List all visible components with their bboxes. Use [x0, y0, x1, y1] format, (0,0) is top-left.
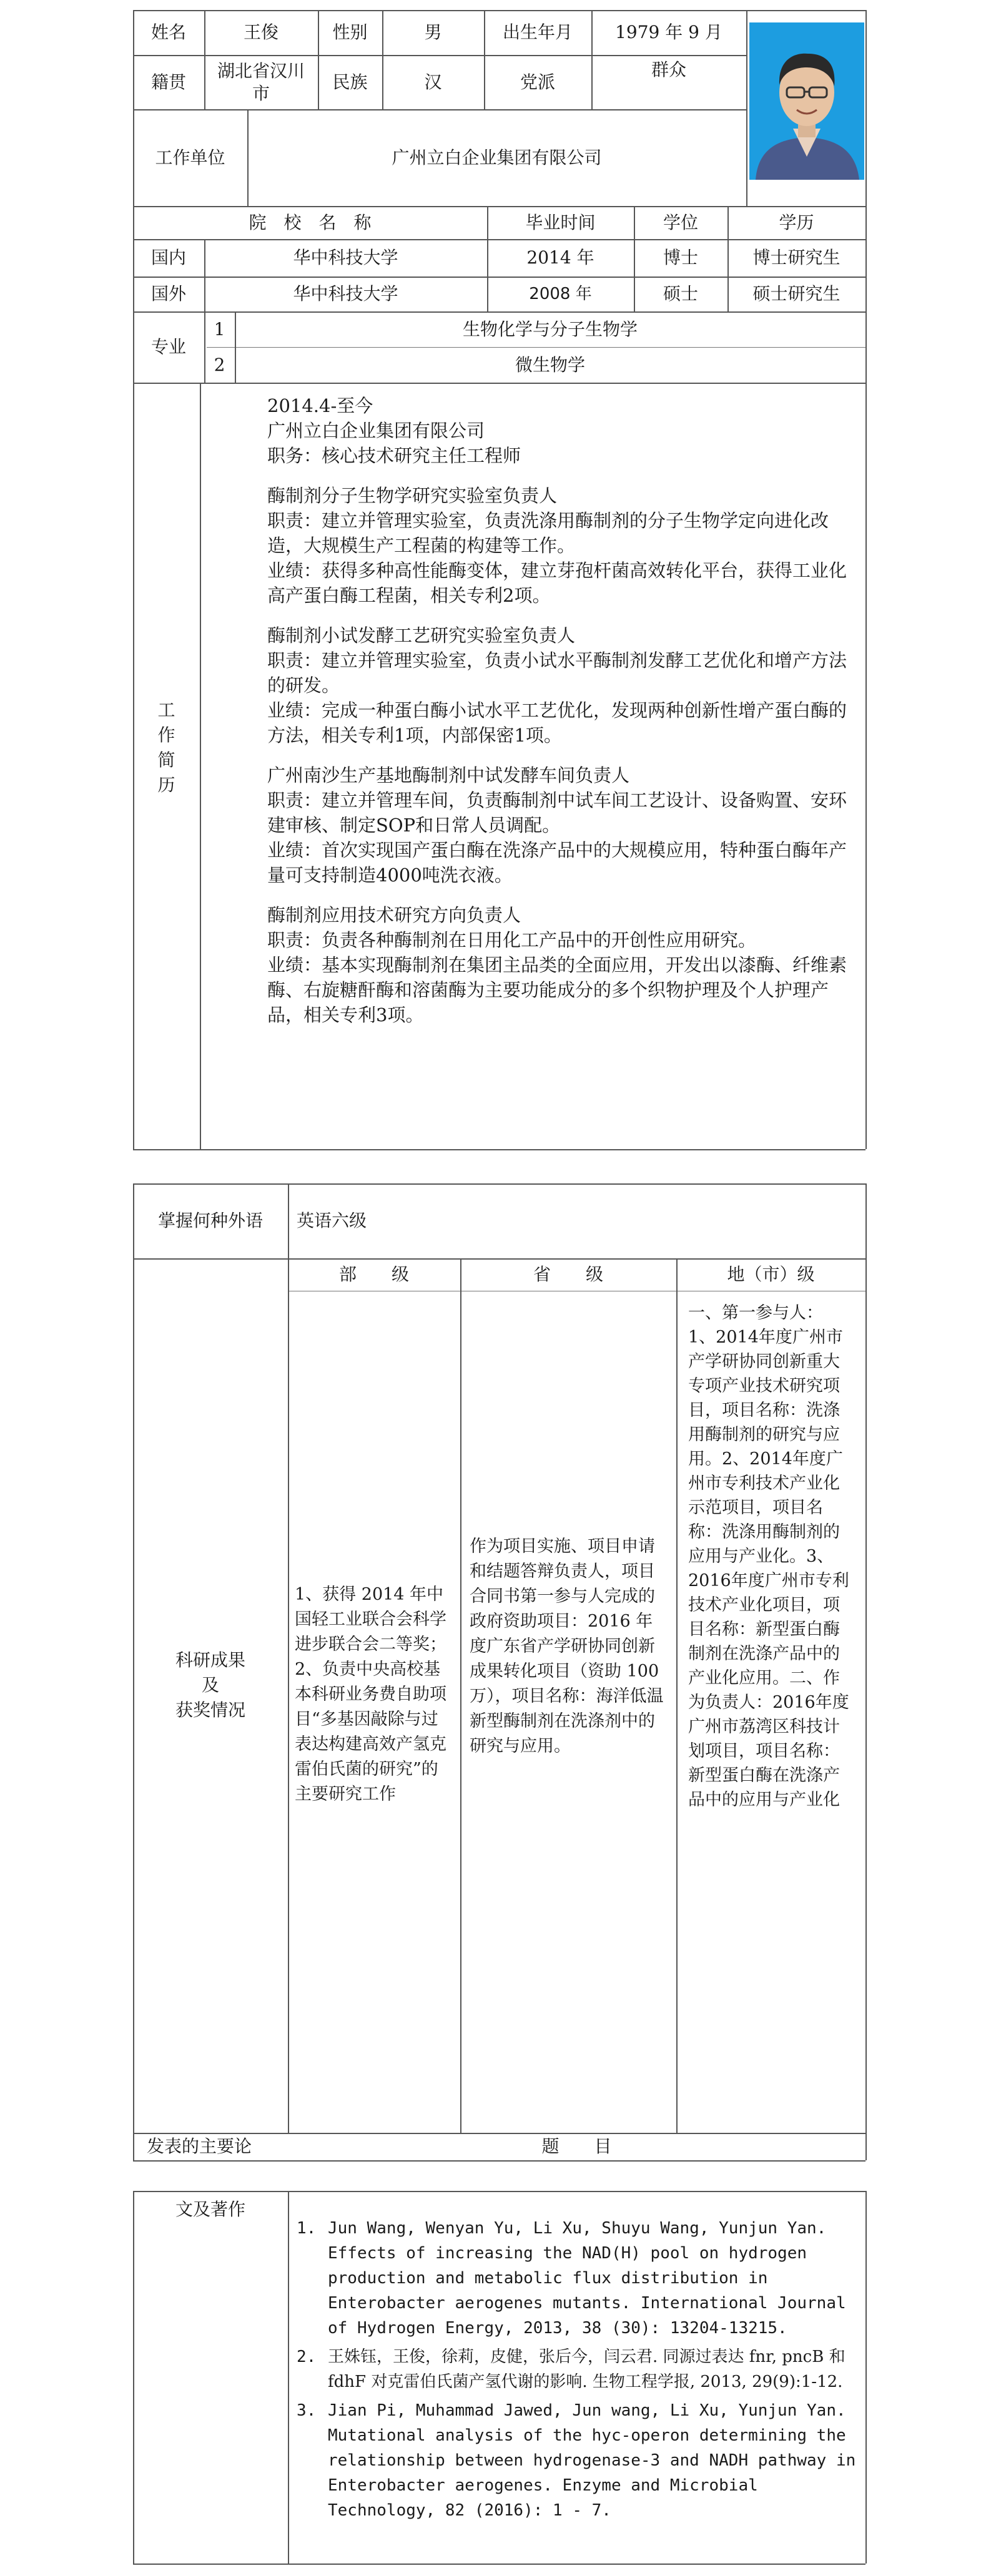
edu-year: 2008 年	[529, 285, 592, 303]
research-label-line: 获奖情况	[175, 1700, 245, 1720]
unit-value: 广州立白企业集团有限公司	[392, 147, 602, 168]
work-section-result: 业绩：完成一种蛋白酶小试水平工艺优化，发现两种创新性增产蛋白酶的方法，相关专利1项，内部保密1项。	[267, 700, 847, 746]
publication-number: 1.	[297, 2219, 317, 2238]
work-section-title: 酶制剂小试发酵工艺研究实验室负责人	[267, 625, 576, 646]
research-header-city: 地（市）级	[727, 1264, 815, 1285]
table-border-right	[865, 10, 867, 1149]
work-company: 广州立白企业集团有限公司	[267, 420, 485, 441]
publication-item	[297, 2398, 862, 2523]
work-section-title: 广州南沙生产基地酶制剂中试发酵车间负责人	[267, 765, 630, 786]
language-label: 掌握何种外语	[157, 1210, 263, 1231]
name-label: 姓名	[150, 22, 186, 42]
col-line	[288, 1183, 289, 2133]
work-section-duty: 职责：建立并管理实验室，负责洗涤用酶制剂的分子生物学定向进化改造，大规模生产工程菌的构建等工作。	[267, 510, 829, 556]
publication-item	[297, 2344, 862, 2394]
person-portrait-icon	[749, 22, 864, 180]
work-history	[267, 393, 864, 1042]
edu-region: 国内	[150, 247, 186, 268]
work-intro	[267, 393, 864, 468]
table-border-bottom	[133, 2160, 865, 2162]
research-ministry: 1、获得 2014 年中国轻工业联合会科学进步联合会二等奖；2、负责中央高校基本科研业务费自助项目“多基因敲除与过表达构建高效产氢克雷伯氏菌的研究”的主要研究工作	[295, 1585, 446, 1804]
name-value: 王俊	[243, 22, 279, 42]
publication-number: 3.	[297, 2401, 317, 2420]
research-header-ministry: 部 级	[338, 1264, 409, 1285]
edu-school: 华中科技大学	[293, 247, 398, 268]
table-border-bottom	[133, 2564, 865, 2565]
major-name: 生物化学与分子生物学	[462, 318, 638, 340]
row-line	[133, 383, 865, 384]
major-num: 1	[214, 318, 225, 340]
research-label	[133, 1648, 288, 1723]
publications-label-part2: 文及著作	[175, 2199, 245, 2220]
gender-label: 性别	[332, 22, 368, 42]
edu-region: 国外	[150, 283, 186, 304]
edu-header-school: 院 校 名 称	[249, 212, 372, 233]
research-province: 作为项目实施、项目申请和结题答辩负责人，项目合同书第一参与人完成的政府资助项目：2016 年度广东省产学研协同创新成果转化项目（资助 100 万），项目名称：海洋低温新型酶制剂在洗涤剂中的研究与应用。	[470, 1537, 664, 1756]
research-label-line: 及	[201, 1675, 219, 1695]
unit-label: 工作单位	[155, 147, 225, 168]
major-name: 微生物学	[515, 354, 585, 375]
origin-label: 籍贯	[150, 71, 186, 92]
ethnicity-value: 汉	[424, 71, 442, 92]
table-border-top	[133, 2191, 865, 2192]
publications-title-label: 题 目	[541, 2136, 612, 2157]
work-section-title: 酶制剂分子生物学研究实验室负责人	[267, 485, 558, 506]
edu-degree: 博士	[663, 247, 698, 268]
work-section	[267, 623, 864, 748]
table-border-left	[133, 2191, 134, 2564]
col-line	[746, 10, 747, 206]
edu-level: 博士研究生	[752, 247, 841, 268]
publication-text: 王姝钰，王俊，徐莉，皮健，张后今，闫云君. 同源过表达 fnr, pncB 和 fdhF 对克雷伯氏菌产氢代谢的影响. 生物工程学报, 2013, 29(9):1-12.	[328, 2348, 846, 2391]
work-history-label-text: 工作简历	[157, 700, 175, 795]
party-label: 党派	[520, 71, 555, 92]
work-section	[267, 763, 864, 888]
work-section-duty: 职责：负责各种酶制剂在日用化工产品中的开创性应用研究。	[267, 929, 757, 951]
research-city: 一、第一参与人：1、2014年度广州市产学研协同创新重大专项产业技术研究项目，项目名称：洗涤用酶制剂的研究与应用。2、2014年度广州市专利技术产业化示范项目，项目名称：洗涤用酶制剂的应用与产业化。3、2016年度广州市专利技术产业化项目，项目名称：新型蛋白酶制剂在洗涤产品中的产业化应用。二、作为负责人：2016年度广州市荔湾区科技计划项目，项目名称：新型蛋白酶在洗涤产品中的应用与产业化	[688, 1303, 849, 1810]
profile-photo	[749, 22, 864, 180]
work-position: 职务：核心技术研究主任工程师	[267, 445, 521, 466]
table-border-bottom	[133, 1149, 865, 1150]
party-value: 群众	[651, 59, 686, 80]
work-section-title: 酶制剂应用技术研究方向负责人	[267, 904, 521, 926]
major-num: 2	[214, 354, 225, 375]
edu-header-year: 毕业时间	[525, 212, 596, 233]
col-line	[676, 1258, 678, 2133]
col-line	[288, 2191, 289, 2564]
language-value: 英语六级	[297, 1210, 367, 1231]
work-section-result: 业绩：首次实现国产蛋白酶在洗涤产品中的大规模应用，特种蛋白酶年产量可支持制造4000吨洗衣液。	[267, 840, 847, 886]
publication-text: Jian Pi, Muhammad Jawed, Jun wang, Li Xu, Yunjun Yan. Mutational analysis of the hyc-operon determining the relationship between hydrogenase-3 and NADH pathway in Enterobacter aerogenes. Enzyme and Microbial Technology, 82 (2016): 1 - 7.	[328, 2401, 856, 2520]
work-section-duty: 职责：建立并管理实验室，负责小试水平酶制剂发酵工艺优化和增产方法的研发。	[267, 650, 847, 696]
col-line	[460, 1258, 461, 2133]
work-period: 2014.4-至今	[267, 395, 373, 416]
table-border-right	[865, 2191, 867, 2564]
research-header-province: 省 级	[533, 1264, 603, 1285]
work-section-result: 业绩：获得多种高性能酶变体，建立芽孢杆菌高效转化平台，获得工业化高产蛋白酶工程菌，相关专利2项。	[267, 560, 847, 606]
col-line	[200, 383, 201, 1149]
gender-value: 男	[424, 22, 442, 42]
work-section-result: 业绩：基本实现酶制剂在集团主品类的全面应用，开发出以漆酶、纤维素酶、右旋糖酐酶和溶菌酶为主要功能成分的多个织物护理及个人护理产品，相关专利3项。	[267, 954, 847, 1026]
table-border-right	[865, 1183, 867, 2160]
origin-value: 湖北省汉川市	[217, 60, 305, 104]
publications-label-part1: 发表的主要论	[147, 2136, 252, 2157]
birth-label: 出生年月	[502, 22, 573, 42]
edu-degree: 硕士	[663, 283, 698, 304]
work-section-duty: 职责：建立并管理车间，负责酶制剂中试车间工艺设计、设备购置、安环建审核、制定SOP和日常人员调配。	[267, 790, 847, 836]
ethnicity-label: 民族	[332, 71, 368, 92]
edu-school: 华中科技大学	[293, 283, 398, 304]
work-section	[267, 903, 864, 1027]
publication-item	[297, 2216, 862, 2341]
publication-list	[297, 2216, 862, 2527]
edu-header-level: 学历	[779, 212, 814, 233]
edu-header-degree: 学位	[663, 212, 698, 233]
publication-text: Jun Wang, Wenyan Yu, Li Xu, Shuyu Wang, Yunjun Yan. Effects of increasing the NAD(H) pool on hydrogen production and metabolic flux distribution in Enterobacter aerogenes mutants. International Journal of Hydrogen Energy, 2013, 38 (30): 13204-13215.	[328, 2219, 846, 2338]
birth-value: 1979 年 9 月	[615, 22, 722, 42]
work-history-label	[133, 698, 200, 798]
work-section	[267, 483, 864, 608]
research-label-line: 科研成果	[175, 1650, 245, 1670]
edu-year: 2014 年	[526, 247, 594, 268]
edu-level: 硕士研究生	[752, 283, 841, 304]
publication-number: 2.	[297, 2348, 317, 2366]
major-label: 专业	[150, 336, 186, 357]
